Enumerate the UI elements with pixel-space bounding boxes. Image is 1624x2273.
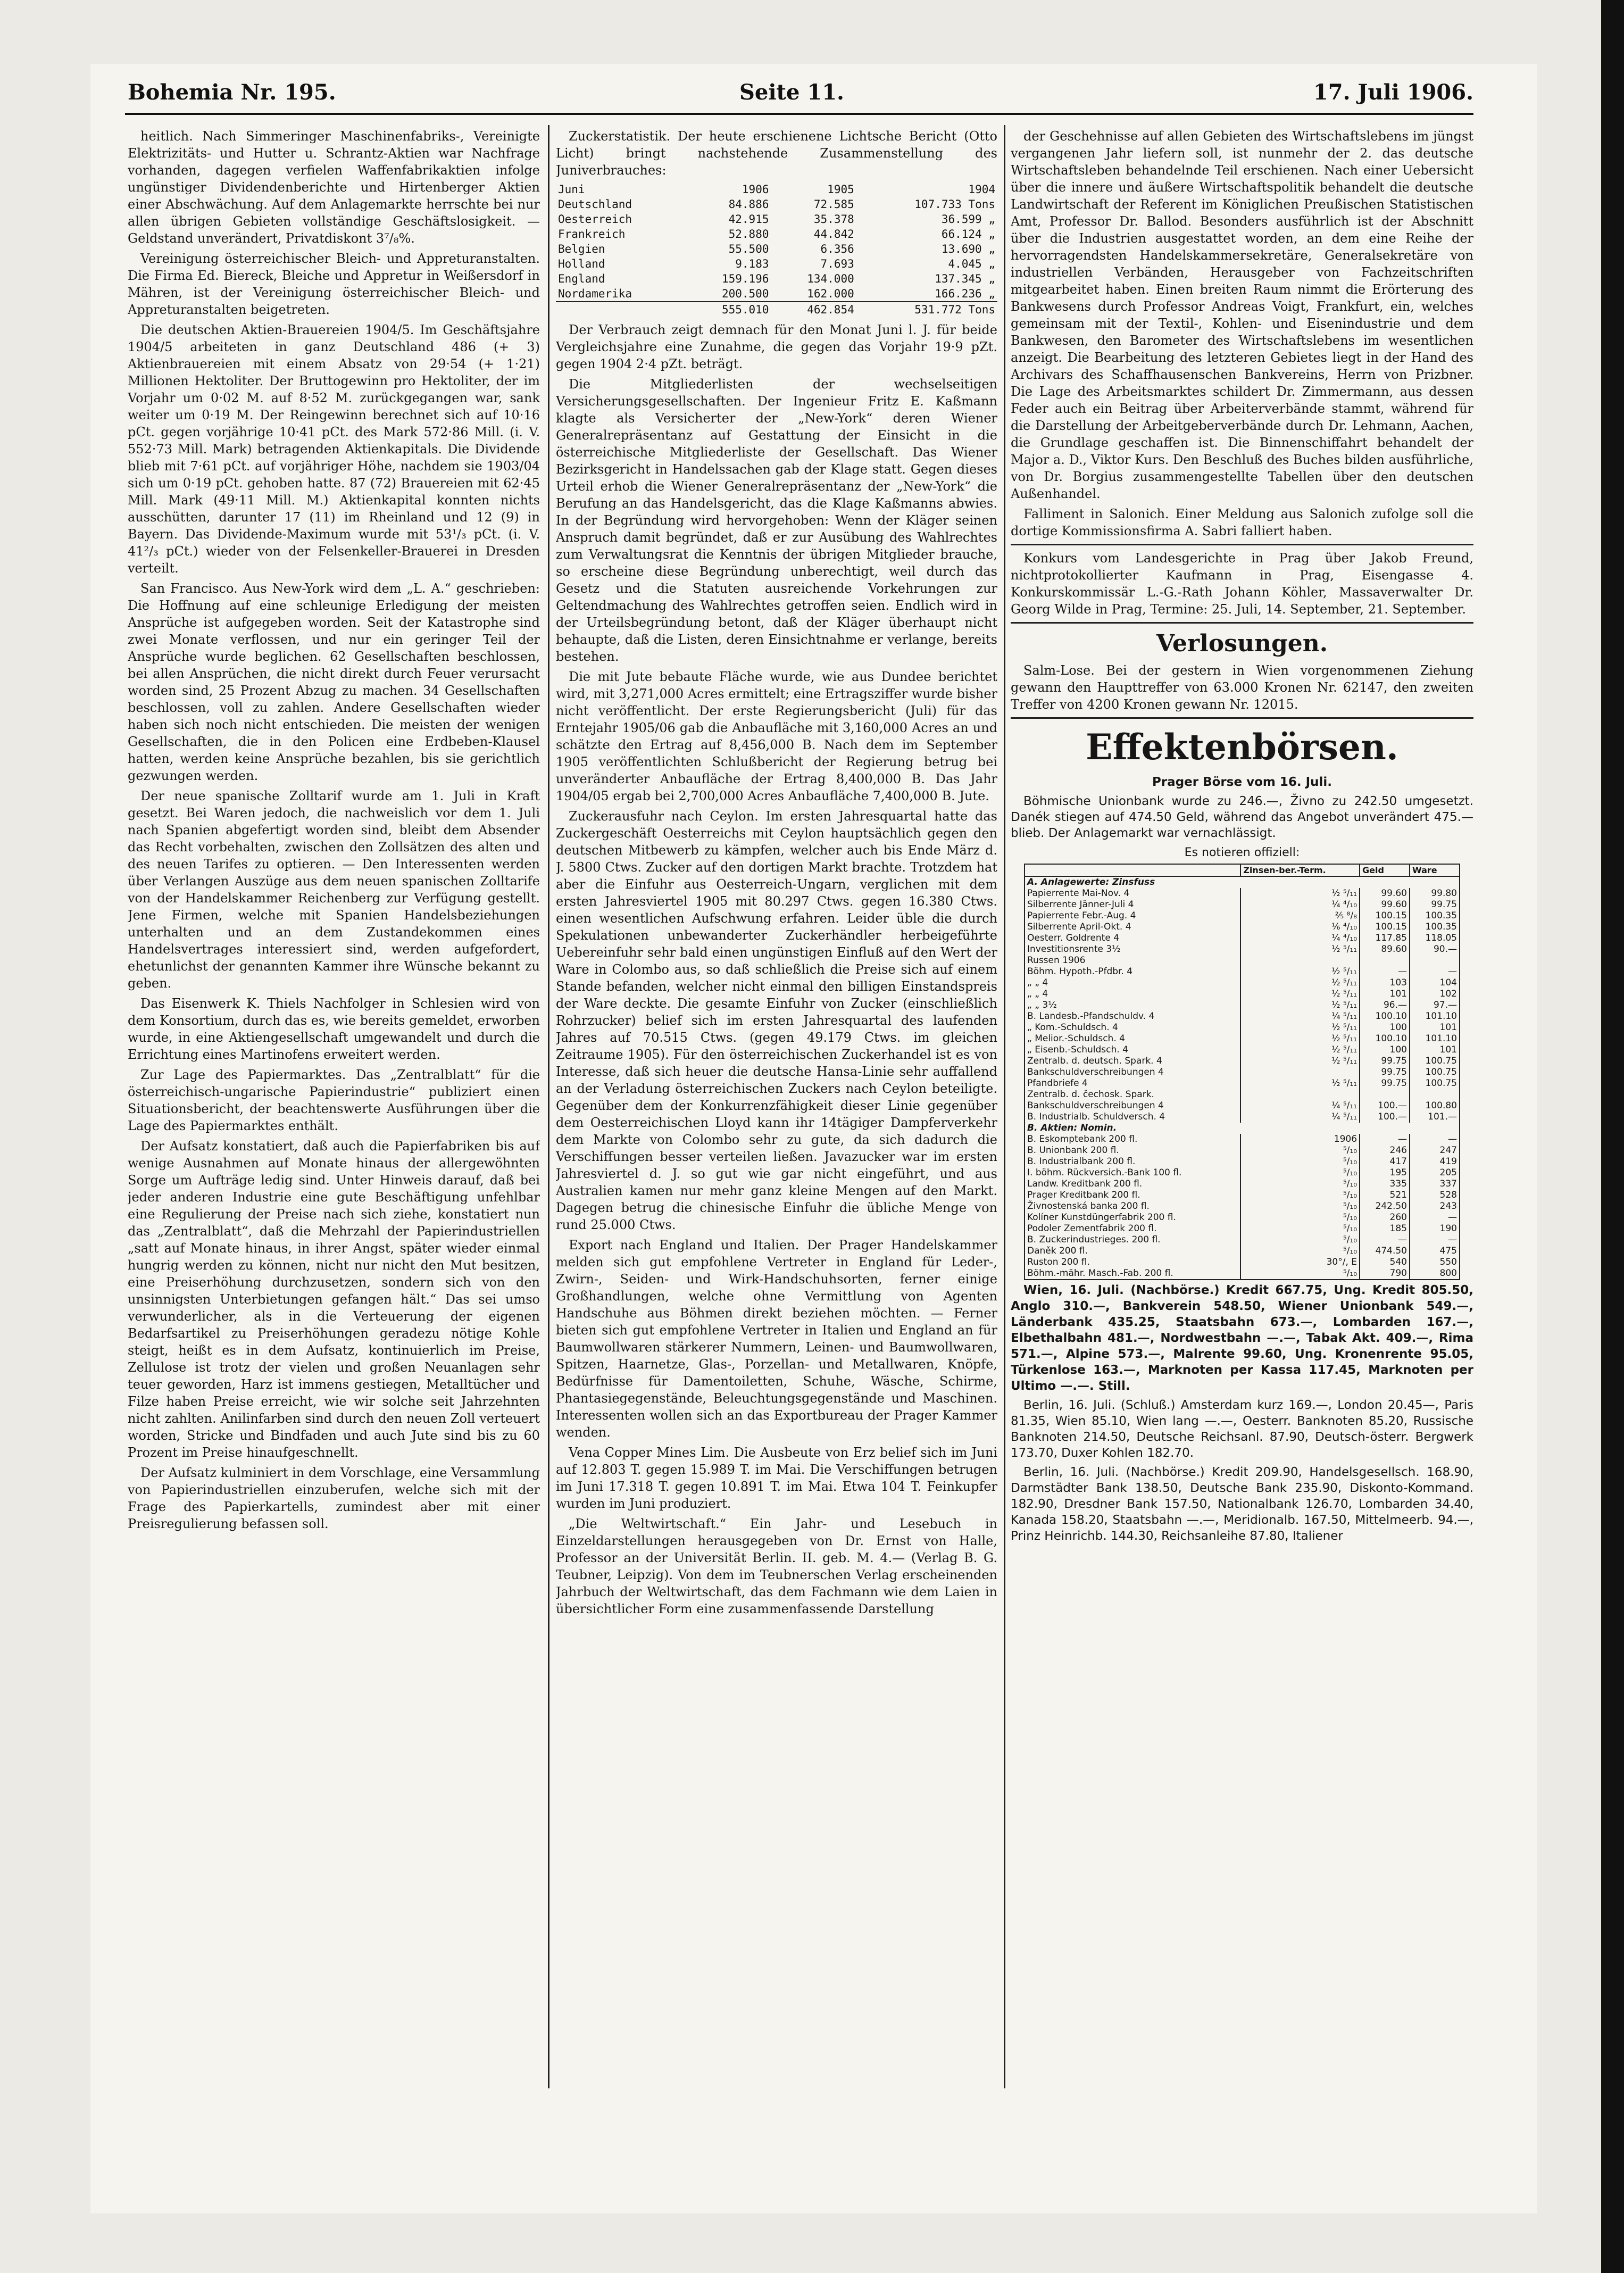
table-cell: 521	[1360, 1190, 1410, 1201]
table-row	[556, 197, 997, 212]
table-cell: ½ ⁵/₁₁	[1240, 1044, 1360, 1056]
table-header-cell: Geld	[1360, 864, 1410, 876]
table-cell: 118.05	[1410, 933, 1460, 944]
table-cell: Bankschuldverschreibungen 4	[1025, 1067, 1240, 1078]
table-cell: 790	[1360, 1268, 1410, 1280]
table-header-cell: Zinsen-ber.-Term.	[1240, 864, 1360, 876]
table-cell: B. Unionbank 200 fl.	[1025, 1145, 1240, 1156]
table-cell: 474.50	[1360, 1246, 1410, 1257]
table-cell: 99.60	[1360, 899, 1410, 910]
table-cell: 101.10	[1410, 1033, 1460, 1044]
table-cell: 528	[1410, 1190, 1460, 1201]
table-cell: ⁵/₁₀	[1240, 1246, 1360, 1257]
table-cell: 159.196	[721, 272, 769, 285]
table-header-cell: 1906	[742, 183, 769, 196]
table-cell: Belgien	[558, 243, 605, 255]
table-cell: 7.693	[820, 258, 854, 270]
table-cell: Böhm. Hypoth.-Pfdbr. 4	[1025, 966, 1240, 977]
sugar-consumption-table	[556, 182, 997, 317]
table-cell: Oesterreich	[558, 213, 632, 226]
table-row	[1025, 922, 1460, 933]
article-paragraph: Vereinigung österreichischer Bleich- und Appreturanstalten. Die Firma Ed. Biereck, Bleiche und Appretur in Weißersdorf in Mähren, ist der Vereinigung österreichischer Bleich- und Appreturanstalten beigetreten.	[128, 251, 540, 317]
table-cell: 103	[1360, 977, 1410, 989]
table-cell: 100.—	[1360, 1100, 1410, 1111]
table-cell: ⁵/₁₀	[1240, 1190, 1360, 1201]
table-cell: Pfandbriefe 4	[1025, 1078, 1240, 1089]
table-cell	[1240, 955, 1360, 966]
table-cell: 96.—	[1360, 1000, 1410, 1011]
table-cell: 185	[1360, 1223, 1410, 1234]
effekten-heading: Effektenbörsen.	[1086, 726, 1398, 768]
table-row	[1025, 955, 1460, 966]
column-3	[1011, 128, 1473, 2096]
table-cell: B. Landesb.-Pfandschuldv. 4	[1025, 1011, 1240, 1022]
table-cell: ½ ⁵/₁₁	[1240, 1000, 1360, 1011]
table-cell: 462.854	[771, 302, 856, 317]
table-cell: ½ ⁵/₁₁	[1240, 966, 1360, 977]
table-cell: 117.85	[1360, 933, 1410, 944]
table-cell: 137.345 „	[935, 272, 995, 285]
table-cell: Zentralb. d. deutsch. Spark. 4	[1025, 1056, 1240, 1067]
table-cell	[556, 302, 686, 317]
verlosungen-heading: Verlosungen.	[1156, 630, 1328, 657]
section-rule	[1011, 544, 1473, 545]
table-cell: ⅙ ⁴/₁₀	[1240, 922, 1360, 933]
table-row	[1025, 1212, 1460, 1223]
table-cell: 102	[1410, 989, 1460, 1000]
article-paragraph: San Francisco. Aus New-York wird dem „L. A.“ geschrieben: Die Hoffnung auf eine schleunige Erledigung der meisten Ansprüche ist aufgegeben worden. Seit der Katastrophe sind zwei Monate verflossen, und nur ein geringer Teil der Ansprüche wurde beglichen. 62 Gesellschaften beschlossen, bei allen Ansprüchen, die nicht direkt durch Feuer verursacht worden sind, 25 Prozent Abzug zu machen. 34 Gesellschaften beschlossen, voll zu zahlen. Andere Gesellschaften wieder haben sich noch nicht entschieden. Die meisten der wenigen Gesellschaften, die in den Policen eine Erdbeben-Klausel hatten, werden keine Ansprüche bezahlen, bis sie gerichtlich gezwungen werden.	[128, 581, 540, 783]
table-cell: ⁵/₁₀	[1240, 1156, 1360, 1167]
section-rule	[1011, 717, 1473, 719]
table-cell: Ruston 200 fl.	[1025, 1257, 1240, 1268]
table-row	[1025, 1223, 1460, 1234]
table-header-cell: 1905	[827, 183, 854, 196]
stock-quotes-table	[1024, 864, 1460, 1280]
table-cell	[1360, 955, 1410, 966]
header-page-number: Seite 11.	[739, 80, 844, 105]
table-cell: ½ ⁵/₁₁	[1240, 1022, 1360, 1033]
table-cell	[1410, 955, 1460, 966]
table-cell: 97.—	[1410, 1000, 1460, 1011]
table-row	[1025, 1167, 1460, 1179]
table-cell: 101	[1410, 1044, 1460, 1056]
article-paragraph: Salm-Lose. Bei der gestern in Wien vorgenommenen Ziehung gewann den Haupttreffer von 63.000 Kronen Nr. 62147, den zweiten Treffer von 4200 Kronen gewann Nr. 12015.	[1011, 663, 1473, 712]
table-cell: 72.585	[813, 198, 854, 211]
table-cell: Silberrente April-Okt. 4	[1025, 922, 1240, 933]
table-cell: 35.378	[813, 213, 854, 226]
table-cell: ⁵/₁₀	[1240, 1179, 1360, 1190]
table-cell: Zentralb. d. čechosk. Spark.	[1025, 1089, 1240, 1100]
table-row	[1025, 899, 1460, 910]
table-row	[1025, 966, 1460, 977]
table-cell: 337	[1410, 1179, 1460, 1190]
table-row	[1025, 1000, 1460, 1011]
table-cell: ⁵/₁₀	[1240, 1167, 1360, 1179]
table-row	[1025, 1201, 1460, 1212]
table-row	[1025, 1156, 1460, 1167]
table-cell: 100.35	[1410, 910, 1460, 922]
table-cell: Investitionsrente 3½	[1025, 944, 1240, 955]
table-cell: 100.80	[1410, 1100, 1460, 1111]
column-2	[556, 128, 997, 2080]
article-paragraph: der Geschehnisse auf allen Gebieten des Wirtschaftslebens im jüngst vergangenen Jahr liefern soll, ist nunmehr der 2. das deutsche Wirtschaftsleben behandelnde Teil erschienen. Nach einer Uebersicht über die innere und äußere Wirtschaftspolitik behandelt die deutsche Landwirtschaft der Referent im Königlichen Preußischen Statistischen Amt, Professor Dr. Ballod. Besonders ausführlich ist der Abschnitt über die Industrien ausgestattet worden, an dem eine Reihe der hervorragendsten Handelskammersekretäre, Generalsekretäre von industriellen Verbänden, Herausgeber von Fachzeitschriften mitgearbeitet haben. Einen breiten Raum nimmt die Erörterung des Bankwesens durch Professor Andreas Voigt, Frankfurt, ein, welches gemeinsam mit der Textil-, Kohlen- und Eisenindustrie und dem Bankwesen, den Barometer des Wirtschaftslebens im wesentlichen anzeigt. Die Bearbeitung des letzteren Gebietes liegt in der Hand des Archivars des Schaffhausenschen Bankvereins, Herrn von Prizbner. Die Lage des Arbeitsmarktes schildert Dr. Zimmermann, aus dessen Feder auch ein Beitrag über Arbeiterverbände stammt, während für die Darstellung der Arbeitgeberverbände durch Dr. Lehmann, Aachen, die Grundlage geschaffen ist. Die Binnenschiffahrt behandelt der Major a. D., Viktor Kurs. Den Beschluß des Buches bilden ausführliche, von Dr. Borgius zusammengestellte Tabellen über den deutschen Außenhandel.	[1011, 129, 1473, 501]
table-cell: 243	[1410, 1201, 1460, 1212]
table-cell: 247	[1410, 1145, 1460, 1156]
table-cell: 260	[1360, 1212, 1410, 1223]
table-cell: Deutschland	[558, 198, 632, 211]
table-cell: 99.75	[1410, 899, 1460, 910]
table-cell: Bankschuldverschreibungen 4	[1025, 1100, 1240, 1111]
article-paragraph: Die Mitgliederlisten der wechselseitigen Versicherungsgesellschaften. Der Ingenieur Fritz E. Kaßmann klagte als Versicherter der „New-York“ deren Wiener Generalrepräsentanz auf Gestattung der Einsicht in die österreichische Mitgliederliste der Gesellschaft. Das Wiener Bezirksgericht in Handelssachen gab der Klage statt. Gegen dieses Urteil erhob die Wiener Generalrepräsentanz der „New-York“ die Berufung an das Handelsgericht, das die Klage Kaßmanns abwies. In der Begründung wird hervorgehoben: Wenn der Kläger seinen Anspruch damit begründet, daß er zur Ausübung des Wahlrechtes zum Verwaltungsrat die Kenntnis der übrigen Mitglieder brauche, so erscheine diese Begründung unberechtigt, weil durch das Gesetz und die Statuten ausreichende Vorkehrungen zur Geltendmachung des Wahlrechtes getroffen seien. Endlich wird in der Urteilsbegründung betont, daß der Kläger überhaupt nicht behaupte, daß die Listen, deren Einsichtnahme er verlange, bereits bestehen.	[556, 377, 997, 664]
table-cell: B. Industrialbank 200 fl.	[1025, 1156, 1240, 1167]
table-cell: ¼ ⁴/₁₀	[1240, 933, 1360, 944]
table-row	[1025, 1100, 1460, 1111]
table-cell: 107.733 Tons	[914, 198, 995, 211]
table-header-row	[556, 182, 997, 197]
table-cell: 419	[1410, 1156, 1460, 1167]
table-cell: A. Anlagewerte: Zinsfuss	[1025, 876, 1460, 888]
table-row	[1025, 977, 1460, 989]
table-cell: ½ ⁵/₁₁	[1240, 888, 1360, 899]
table-row	[556, 256, 997, 271]
table-cell: 100.35	[1410, 922, 1460, 933]
table-cell: 36.599 „	[941, 213, 995, 226]
table-cell: 30°/, E	[1240, 1257, 1360, 1268]
table-cell: 555.010	[686, 302, 771, 317]
article-paragraph: Das Eisenwerk K. Thiels Nachfolger in Schlesien wird von dem Konsortium, durch das es, wie bereits gemeldet, erworben wurde, in eine Aktiengesellschaft umgewandelt und durch die Errichtung eines Martinofens erweitert werden.	[128, 996, 540, 1062]
table-row	[1025, 1056, 1460, 1067]
table-cell: 90.—	[1410, 944, 1460, 955]
table-row	[1025, 1022, 1460, 1033]
table-header-cell: Ware	[1410, 864, 1460, 876]
article-paragraph: Konkurs vom Landesgerichte in Prag über Jakob Freund, nichtprotokollierter Kaufmann in Prag, Eisengasse 4. Konkurskommissär L.-G.-Rath Johann Köhler, Massaverwalter Dr. Georg Wilde in Prag, Termine: 25. Juli, 14. September, 21. September.	[1011, 551, 1473, 617]
table-cell: ⁵/₁₀	[1240, 1145, 1360, 1156]
table-cell: Landw. Kreditbank 200 fl.	[1025, 1179, 1240, 1190]
berlin-after-quotes: Berlin, 16. Juli. (Nachbörse.) Kredit 209.90, Handelsgesellsch. 168.90, Darmstädter Bank 138.50, Deutsche Bank 235.90, Diskonto-Kommand. 182.90, Dresdner Bank 157.50, Nationalbank 126.70, Lombarden 34.40, Kanada 158.20, Staatsbahn —.—, Meridionalb. 167.50, Mittelmeerb. 94.—, Prinz Heinrichb. 144.30, Reichsanleihe 87.80, Italiener	[1011, 1465, 1473, 1543]
article-paragraph: heitlich. Nach Simmeringer Maschinenfabriks-, Vereinigte Elektrizitäts- und Hutter u. Schrantz-Aktien war Nachfrage vorhanden, dagegen verfielen Waffenfabrikaktien infolge ungünstiger Dividendenberichte und Hirtenberger Aktien einer Abschwächung. Auf dem Anlagemarkte herrschte bei nur allen übrigen Gebieten vollständige Geschäftslosigkeit. — Geldstand unverändert, Privatdiskont 3⁷/₈%.	[128, 129, 540, 246]
table-cell: —	[1410, 1134, 1460, 1145]
table-row	[1025, 1134, 1460, 1145]
table-cell: ⁵/₁₀	[1240, 1212, 1360, 1223]
wien-quotes: Wien, 16. Juli. (Nachbörse.) Kredit 667.75, Ung. Kredit 805.50, Anglo 310.—, Bankverein 548.50, Wiener Unionbank 549.—, Länderbank 435.25, Staatsbahn 673.—, Lombarden 167.—, Elbethalbahn 481.—, Nordwestbahn —.—, Tabak Akt. 409.—, Rima 571.—, Alpine 573.—, Malrente 99.60, Ung. Kronenrente 95.05, Türkenlose 163.—, Marknoten per Kassa 117.45, Marknoten per Ultimo —.—. Still.	[1011, 1283, 1473, 1393]
table-row	[1025, 1011, 1460, 1022]
table-cell: 13.690 „	[941, 243, 995, 255]
scan-border	[1601, 0, 1624, 2273]
table-row	[556, 242, 997, 256]
table-cell: Silberrente Jänner-Juli 4	[1025, 899, 1240, 910]
article-paragraph: Vena Copper Mines Lim. Die Ausbeute von Erz belief sich im Juni auf 12.803 T. gegen 15.989 T. im Mai. Die Verschiffungen betrugen im Juni 17.318 T. gegen 10.891 T. im Mai. Etwa 104 T. Feinkupfer wurden im Juni produziert.	[556, 1445, 997, 1511]
table-cell: 134.000	[807, 272, 854, 285]
table-cell: Oesterr. Goldrente 4	[1025, 933, 1240, 944]
table-cell: 100	[1360, 1022, 1410, 1033]
article-paragraph: Der neue spanische Zolltarif wurde am 1. Juli in Kraft gesetzt. Bei Waren jedoch, die nachweislich vor dem 1. Juli nach Spanien abgefertigt worden sind, bleibt dem Absender das Recht vorbehalten, zwischen den Zollsätzen des alten und des neuen Tarifes zu optieren. — Den Interessenten werden über Verlangen Auszüge aus dem neuen spanischen Zolltarife von der Handelskammer Reichenberg zur Verfügung gestellt. Jene Firmen, welche mit Spanien Handelsbeziehungen unterhalten und an dem Zustandekommen eines Handelsvertrages interessiert sind, werden aufgefordert, ehetunlichst der genannten Kammer ihre Wünsche bekannt zu geben.	[128, 789, 540, 991]
table-cell: 540	[1360, 1257, 1410, 1268]
table-cell: 100.15	[1360, 910, 1410, 922]
table-cell: ¼ ⁵/₁₁	[1240, 1111, 1360, 1123]
table-cell: ¼ ⁵/₁₁	[1240, 1100, 1360, 1111]
table-cell: ½ ⁵/₁₁	[1240, 1033, 1360, 1044]
table-cell: Živnostenská banka 200 fl.	[1025, 1201, 1240, 1212]
table-cell: 99.75	[1360, 1067, 1410, 1078]
table-cell	[1360, 1089, 1410, 1100]
table-row	[1025, 1089, 1460, 1100]
table-row	[1025, 1044, 1460, 1056]
article-paragraph: „Die Weltwirtschaft.“ Ein Jahr- und Lesebuch in Einzeldarstellungen herausgegeben von Dr. Ernst von Halle, Professor an der Universität Berlin. II. geb. M. 4.— (Verlag B. G. Teubner, Leipzig). Von dem im Teubnerschen Verlag erscheinenden Jahrbuch der Weltwirtschaft, das dem Fachmann wie dem Laien in übersichtlicher Form eine zusammenfassende Darstellung	[556, 1516, 997, 1616]
table-cell	[1240, 1089, 1360, 1100]
table-cell: 84.886	[728, 198, 769, 211]
table-cell: ¼ ⁵/₁₁	[1240, 1011, 1360, 1022]
article-paragraph: Der Aufsatz konstatiert, daß auch die Papierfabriken bis auf wenige Ausnahmen auf Monate hinaus der allergewöhnten Sorge um Aufträge ledig sind. Unter Hinweis darauf, daß bei jeder anderen Industrie eine gute Beschäftigung unfehlbar eine Regulierung der Preise nach sich ziehe, konstatiert nun das „Zentralblatt“, daß die Mehrzahl der Papierindustriellen „satt auf Monate hinaus, in ihrer Angst, später wieder einmal hungrig werden zu können, nicht nur nicht den Mut besitzen, eine Preiserhöhung durchzusetzen, sondern sich von den unsinnigsten Unterbietungen gefangen hält.“ Das sei umso verwunderlicher, als in die Verteuerung der eigenen Bedarfsartikel zu Preiserhöhungen geradezu nötige Kohle steigt, heißt es in dem Aufsatz, kontinuierlich im Preise, Zellulose ist trotz der vielen und großen Neuanlagen sehr teuer geworden, Harz ist immens gestiegen, Metalltücher und Filze haben Preise erreicht, wie wir solche seit Jahrzehnten nicht zahlten. Anilinfarben sind durch den neuen Zoll verteuert worden, Stricke und Bindfaden und auch Jute sind bis zu 60 Prozent im Preise hinaufgeschnellt.	[128, 1139, 540, 1460]
table-cell: B. Industrialb. Schuldversch. 4	[1025, 1111, 1240, 1123]
table-cell: Podoler Zementfabrik 200 fl.	[1025, 1223, 1240, 1234]
table-cell: 100.75	[1410, 1078, 1460, 1089]
table-cell: —	[1360, 1134, 1410, 1145]
table-row	[1025, 1190, 1460, 1201]
table-cell: 195	[1360, 1167, 1410, 1179]
table-cell: 66.124 „	[941, 228, 995, 240]
table-cell: B. Aktien: Nomin.	[1025, 1123, 1460, 1134]
notieren-label: Es notieren offiziell:	[1184, 846, 1300, 859]
table-cell: 190	[1410, 1223, 1460, 1234]
column-rule	[548, 125, 549, 2088]
table-cell: 99.80	[1410, 888, 1460, 899]
table-cell: B. Zuckerindustrieges. 200 fl.	[1025, 1234, 1240, 1246]
table-cell: —	[1360, 1234, 1410, 1246]
table-row	[1025, 1268, 1460, 1280]
article-paragraph: Export nach England und Italien. Der Prager Handelskammer melden sich gut empfohlene Vertreter in England für Leder-, Zwirn-, Seiden- und Wirk-Handschuhsorten, ferner einige Großhandlungen, welche ohne Vermittlung von Agenten Handschuhe aus Böhmen direkt beziehen möchten. — Ferner bieten sich gut empfohlene Vertreter in Italien und England an für Baumwollwaren stärkerer Nummern, Leinen- und Baumwollwaren, Spitzen, Haarnetze, Glas-, Porzellan- und Metallwaren, Knöpfe, Bedürfnisse für Damentoiletten, Schuhe, Wäsche, Schirme, Phantasiegegenstände, Beleuchtungsgegenstände und Maschinen. Interessenten wollen sich an das Exportbureau der Prager Kammer wenden.	[556, 1238, 997, 1440]
article-paragraph: Der Verbrauch zeigt demnach für den Monat Juni l. J. für beide Vergleichsjahre eine Zunahme, die gegen das Vorjahr 19·9 pZt. gegen 1904 2·4 pZt. beträgt.	[556, 322, 997, 371]
table-cell: 100.—	[1360, 1111, 1410, 1123]
table-cell: 9.183	[735, 258, 769, 270]
table-cell: „ Eisenb.-Schuldsch. 4	[1025, 1044, 1240, 1056]
table-cell: 44.842	[813, 228, 854, 240]
table-row	[1025, 1033, 1460, 1044]
table-row	[556, 271, 997, 286]
table-cell: 100.75	[1410, 1067, 1460, 1078]
table-cell: Russen 1906	[1025, 955, 1240, 966]
table-cell: „ „ 4	[1025, 977, 1240, 989]
table-cell: 89.60	[1360, 944, 1410, 955]
table-row	[1025, 1111, 1460, 1123]
table-cell: ⁵/₁₀	[1240, 1223, 1360, 1234]
table-row	[1025, 1067, 1460, 1078]
table-cell: „ „ 3½	[1025, 1000, 1240, 1011]
table-cell: England	[558, 272, 605, 285]
table-sum-row	[556, 302, 997, 317]
table-cell: 800	[1410, 1268, 1460, 1280]
table-cell: 101	[1410, 1022, 1460, 1033]
table-cell: ½ ⁵/₁₁	[1240, 977, 1360, 989]
table-header-cell	[1025, 864, 1240, 876]
table-cell: 205	[1410, 1167, 1460, 1179]
table-row	[1025, 1257, 1460, 1268]
table-cell: ½ ⁵/₁₁	[1240, 1078, 1360, 1089]
table-header-row	[1025, 864, 1460, 876]
article-paragraph: Der Aufsatz kulminiert in dem Vorschlage, eine Versammlung von Papierindustriellen einzuberufen, welche sich mit der Frage des Papierkartells, zumindest aber mit einer Preisregulierung befassen soll.	[128, 1465, 540, 1531]
table-cell: 531.772 Tons	[856, 302, 997, 317]
table-cell: Prager Kreditbank 200 fl.	[1025, 1190, 1240, 1201]
table-row	[1025, 1246, 1460, 1257]
table-cell: 100.15	[1360, 922, 1410, 933]
table-row	[1025, 933, 1460, 944]
table-cell: ⅖ ⁸/₈	[1240, 910, 1360, 922]
table-cell: 162.000	[807, 287, 854, 300]
table-cell: 100.75	[1410, 1056, 1460, 1067]
table-cell: —	[1360, 966, 1410, 977]
table-row	[1025, 1234, 1460, 1246]
table-cell: —	[1410, 1212, 1460, 1223]
table-cell: Papierrente Mai-Nov. 4	[1025, 888, 1240, 899]
table-cell: 417	[1360, 1156, 1410, 1167]
table-cell: I. böhm. Rückversich.-Bank 100 fl.	[1025, 1167, 1240, 1179]
prager-boerse-text: Böhmische Unionbank wurde zu 246.—, Živno zu 242.50 umgesetzt. Danék stiegen auf 474.50 Geld, während das Angebot unverändert 475.— blieb. Der Anlagemarkt war vernachlässigt.	[1011, 794, 1473, 840]
header-issue: Bohemia Nr. 195.	[128, 80, 336, 105]
table-cell: Böhm.-mähr. Masch.-Fab. 200 fl.	[1025, 1268, 1240, 1280]
table-cell: 99.60	[1360, 888, 1410, 899]
table-cell	[1240, 1067, 1360, 1078]
table-cell: 100	[1360, 1044, 1410, 1056]
table-cell: 42.915	[728, 213, 769, 226]
table-cell: 246	[1360, 1145, 1410, 1156]
table-cell: 475	[1410, 1246, 1460, 1257]
table-cell: 55.500	[728, 243, 769, 255]
table-cell: Papierrente Febr.-Aug. 4	[1025, 910, 1240, 922]
header-date: 17. Juli 1906.	[1313, 80, 1473, 105]
table-row	[556, 212, 997, 227]
page-header	[128, 80, 1473, 112]
table-cell: 166.236 „	[935, 287, 995, 300]
table-header-cell: 1904	[968, 183, 995, 196]
table-cell: ⁵/₁₀	[1240, 1234, 1360, 1246]
table-row	[1025, 944, 1460, 955]
table-cell: —	[1410, 1234, 1460, 1246]
column-1	[128, 128, 540, 2086]
table-row	[1025, 1078, 1460, 1089]
table-cell: „ „ 4	[1025, 989, 1240, 1000]
table-cell: 335	[1360, 1179, 1410, 1190]
berlin-close-quotes: Berlin, 16. Juli. (Schluß.) Amsterdam kurz 169.—, London 20.45—, Paris 81.35, Wien 85.10, Wien lang —.—, Oesterr. Banknoten 85.20, Russische Banknoten 214.50, Deutsche Reichsanl. 87.90, Deutsch-österr. Bergwerk 173.70, Duxer Kohlen 182.70.	[1011, 1398, 1473, 1460]
table-row	[1025, 1179, 1460, 1190]
table-cell: 99.75	[1360, 1078, 1410, 1089]
table-cell: 200.500	[721, 287, 769, 300]
table-row	[1025, 888, 1460, 899]
table-cell: ¼ ⁴/₁₀	[1240, 899, 1360, 910]
aktien-rows	[1025, 1134, 1460, 1280]
table-cell: 104	[1410, 977, 1460, 989]
table-section-row	[1025, 1123, 1460, 1134]
table-cell: 6.356	[820, 243, 854, 255]
table-cell: 550	[1410, 1257, 1460, 1268]
table-cell: „ Kom.-Schuldsch. 4	[1025, 1022, 1240, 1033]
table-cell: 52.880	[728, 228, 769, 240]
table-cell: 101.—	[1410, 1111, 1460, 1123]
table-cell	[1410, 1089, 1460, 1100]
table-cell: 99.75	[1360, 1056, 1410, 1067]
table-cell: Nordamerika	[558, 287, 632, 300]
article-paragraph: Zuckerausfuhr nach Ceylon. Im ersten Jahresquartal hatte das Zuckergeschäft Oesterreichs mit Ceylon hauptsächlich gegen den deutschen Mitbewerb zu kämpfen, welcher auch bis Ende März d. J. 5800 Ctws. Zucker auf den dortigen Markt brachte. Trotzdem hat aber die Einfuhr aus Oesterreich-Ungarn, verglichen mit dem ersten Jahresviertel 1905 mit 80.297 Ctws. gegen 16.380 Ctws. einen wesentlichen Aufschwung erfahren. Leider üble die durch Spekulationen unbewanderter Zuckerhändler herbeigeführte Uebereinfuhr sehr bald einen ungünstigen Einfluß auf den Wert der Ware in Colombo aus, so daß schließlich die Preise sich auf einem Stande befanden, welcher nicht einmal den billigen Einstandspreis der Ware deckte. Die gesamte Einfuhr von Zucker (einschließlich Rohrzucker) belief sich im ersten Jahresquartal des laufenden Jahres auf 70.515 Ctws. (gegen 49.179 Ctws. im gleichen Zeitraume 1905). Für den österreichischen Zuckerhandel ist es von Interesse, daß sich heuer die deutsche Hansa-Linie sehr auffallend an der Verladung österreichischen Zuckers nach Ceylon beteiligte. Gegenüber dem der Konkurrenzfähigkeit dieser Linie gegenüber dem Oesterreichischen Lloyd kann ihr 14tägiger Dampferverkehr dem Markte von Colombo sehr zu gute, da sich dadurch die Verschiffungen besser verteilen ließen. Javazucker war im ersten Jahresviertel d. J. so gut wie gar nicht eingeführt, und aus Australien kamen nur mehr ganz kleine Mengen auf den Markt. Dagegen betrug die chinesische Einfuhr die übliche Menge von rund 25.000 Ctws.	[556, 809, 997, 1232]
header-rule	[125, 113, 1473, 115]
article-paragraph: Zur Lage des Papiermarktes. Das „Zentralblatt“ für die österreichisch-ungarische Papierindustrie“ publiziert einen Situationsbericht, der beachtenswerte Ausführungen über die Lage des Papiermarktes enthält.	[128, 1067, 540, 1133]
column-rule	[1004, 125, 1005, 2088]
table-cell: Daněk 200 fl.	[1025, 1246, 1240, 1257]
table-cell: ⁵/₁₀	[1240, 1268, 1360, 1280]
table-header-cell: Juni	[558, 183, 585, 196]
table-cell: Kolíner Kunstdüngerfabrik 200 fl.	[1025, 1212, 1240, 1223]
table-cell: ½ ⁵/₁₁	[1240, 944, 1360, 955]
table-cell: ½ ⁵/₁₁	[1240, 1056, 1360, 1067]
table-cell: ⁵/₁₀	[1240, 1201, 1360, 1212]
table-cell: Frankreich	[558, 228, 626, 240]
table-cell: 1906	[1240, 1134, 1360, 1145]
table-cell: 4.045 „	[948, 258, 995, 270]
table-row	[556, 286, 997, 302]
table-cell: „ Melior.-Schuldsch. 4	[1025, 1033, 1240, 1044]
table-cell: 101	[1360, 989, 1410, 1000]
table-row	[1025, 989, 1460, 1000]
table-cell: —	[1410, 966, 1460, 977]
table-cell: 100.10	[1360, 1033, 1410, 1044]
table-row	[1025, 1145, 1460, 1156]
section-rule	[1011, 622, 1473, 624]
table-cell: 242.50	[1360, 1201, 1410, 1212]
article-paragraph: Die mit Jute bebaute Fläche wurde, wie aus Dundee berichtet wird, mit 3,271,000 Acres ermittelt; eine Ertragsziffer wurde bisher nicht veröffentlicht. Der erste Regierungsbericht (Juli) für das Erntejahr 1905/06 gab die Anbaufläche mit 3,160,000 Acres an und schätzte den Ertrag auf 8,456,000 B. Nach dem im September 1905 veröffentlichten Schlußbericht der Regierung betrug bei unveränderter Anbaufläche der Ertrag 8,400,000 B. Das Jahr 1904/05 ergab bei 2,700,000 Acres Anbaufläche 7,400,000 B. Jute.	[556, 669, 997, 803]
table-cell: 101.10	[1410, 1011, 1460, 1022]
table-section-row	[1025, 876, 1460, 888]
table-cell: ½ ⁵/₁₁	[1240, 989, 1360, 1000]
anlagewerte-rows	[1025, 888, 1460, 1123]
article-paragraph: Falliment in Salonich. Einer Meldung aus Salonich zufolge soll die dortige Kommissionsfirma A. Sabri falliert haben.	[1011, 507, 1473, 538]
table-cell: B. Eskomptebank 200 fl.	[1025, 1134, 1240, 1145]
table-cell: Holland	[558, 258, 605, 270]
table-cell: 100.10	[1360, 1011, 1410, 1022]
table-row	[556, 227, 997, 242]
article-paragraph: Zuckerstatistik. Der heute erschienene Lichtsche Bericht (Otto Licht) bringt nachstehende Zusammenstellung des Juniverbrauches:	[556, 129, 997, 178]
table-row	[1025, 910, 1460, 922]
prager-boerse-heading: Prager Börse vom 16. Juli.	[1152, 775, 1332, 789]
article-paragraph: Die deutschen Aktien-Brauereien 1904/5. Im Geschäftsjahre 1904/5 arbeiteten in ganz Deutschland 486 (+ 3) Aktienbrauereien mit einem Absatz von 29·54 (+ 1·21) Millionen Hektoliter. Der Bruttogewinn pro Hektoliter, der im Vorjahr um 0·02 M. auf 8·52 M. zurückgegangen war, sank weiter um 0·19 M. Der Reingewinn berechnet sich auf 10·16 pCt. gegen vorjährige 10·41 pCt. des Mark 572·86 Mill. (i. V. 552·73 Mill. Mark) betragenden Aktienkapitals. Die Dividende blieb mit 7·61 pCt. auf vorjähriger Höhe, nachdem sie 1903/04 sich um 0·19 pCt. gehoben hatte. 87 (72) Brauereien mit 62·45 Mill. Mark (49·11 Mill. M.) Aktienkapital konnten nichts ausschütten, darunter 17 (11) im Rheinland und 12 (9) in Bayern. Das Dividende-Maximum wurde mit 53¹/₃ pCt. (i. V. 41²/₃ pCt.) wieder von der Felsenkeller-Brauerei in Dresden verteilt.	[128, 322, 540, 576]
